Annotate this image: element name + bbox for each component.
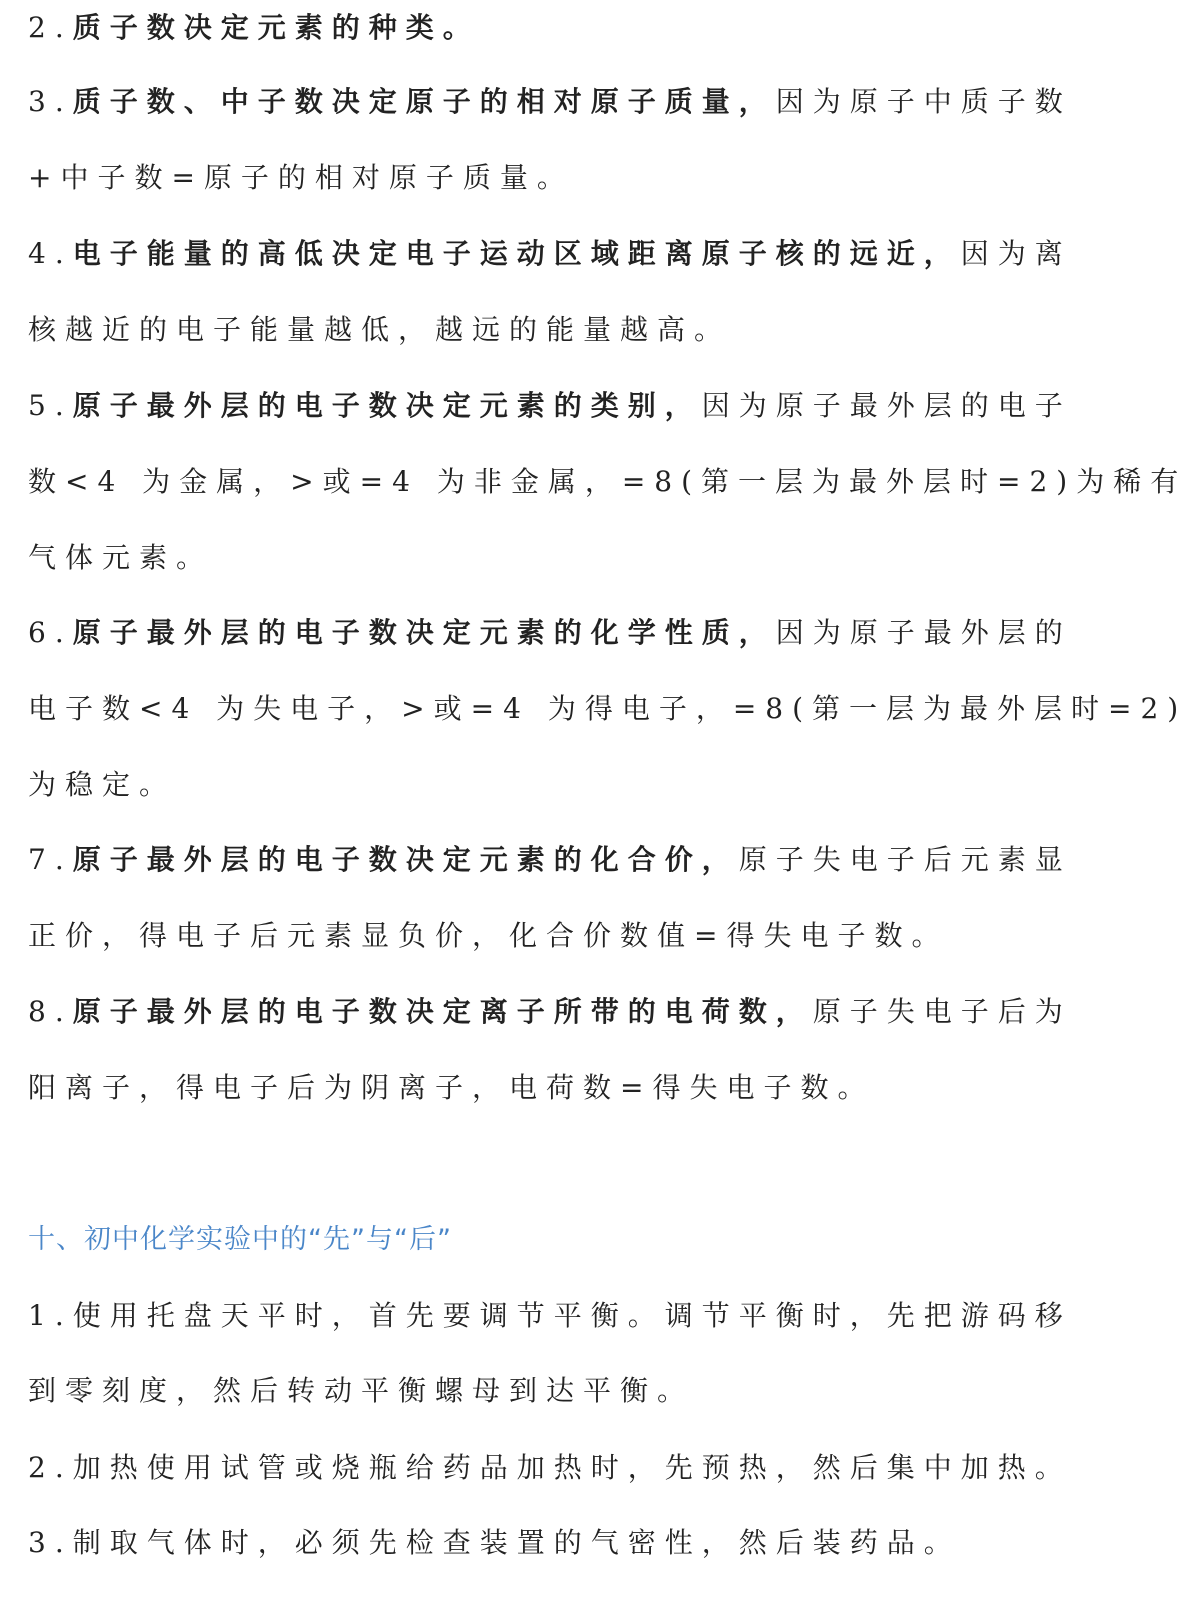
item-explanation: 因为原子中质子数	[775, 85, 1072, 118]
item-number: 4.	[28, 237, 73, 270]
item-number: 3.	[28, 85, 73, 118]
item-number: 8.	[28, 995, 73, 1028]
item-7-line-1	[28, 840, 1072, 880]
item-key-statement: 原子最外层的电子数决定离子所带的电荷数，	[72, 995, 813, 1028]
step-3-line-1: 3.制取气体时，必须先检查装置的气密性，然后装药品。	[28, 1526, 961, 1559]
item-explanation: 因为原子最外层的	[775, 616, 1072, 649]
item-4-line-1	[28, 234, 1072, 274]
item-explanation: 原子失电子后元素显	[738, 843, 1072, 876]
item-6-line-2: 电子数<4 为失电子，>或=4 为得电子，=8(第一层为最外层时=2)	[28, 692, 1187, 725]
item-6-line-3: 为稳定。	[28, 768, 177, 801]
item-explanation: 原子失电子后为	[812, 995, 1072, 1028]
section-heading: 十、初中化学实验中的“先”与“后”	[28, 1224, 452, 1255]
item-key-statement: 原子最外层的电子数决定元素的化学性质，	[72, 616, 776, 649]
item-key-statement: 原子最外层的电子数决定元素的类别，	[72, 389, 702, 422]
item-number: 6.	[28, 616, 73, 649]
item-5-line-1	[28, 386, 1072, 426]
item-explanation: 因为离	[960, 237, 1072, 270]
item-3-line-2: +中子数=原子的相对原子质量。	[28, 161, 574, 194]
item-key-statement: 质子数、中子数决定原子的相对原子质量，	[72, 85, 776, 118]
step-1-line-2: 到零刻度，然后转动平衡螺母到达平衡。	[28, 1374, 695, 1407]
item-7-line-2: 正价，得电子后元素显负价，化合价数值=得失电子数。	[28, 919, 949, 952]
item-number: 5.	[28, 389, 73, 422]
item-5-line-2: 数<4 为金属，>或=4 为非金属，=8(第一层为最外层时=2)为稀有	[28, 465, 1187, 498]
step-2-line-1: 2.加热使用试管或烧瓶给药品加热时，先预热，然后集中加热。	[28, 1451, 1072, 1484]
item-5-line-3: 气体元素。	[28, 541, 214, 574]
item-key-statement: 电子能量的高低决定电子运动区域距离原子核的远近，	[72, 237, 961, 270]
item-key-statement: 原子最外层的电子数决定元素的化合价，	[72, 843, 739, 876]
item-2-line-1	[28, 8, 1028, 48]
item-key-statement: 质子数决定元素的种类。	[72, 11, 480, 44]
item-8-line-2: 阳离子，得电子后为阴离子，电荷数=得失电子数。	[28, 1071, 875, 1104]
item-number: 2.	[28, 11, 73, 44]
item-number: 7.	[28, 843, 73, 876]
item-4-line-2: 核越近的电子能量越低，越远的能量越高。	[28, 313, 732, 346]
item-explanation: 因为原子最外层的电子	[701, 389, 1072, 422]
step-1-line-1: 1.使用托盘天平时，首先要调节平衡。调节平衡时，先把游码移	[28, 1299, 1072, 1332]
item-8-line-1	[28, 992, 1072, 1032]
item-6-line-1	[28, 613, 1072, 653]
item-3-line-1	[28, 82, 1072, 122]
